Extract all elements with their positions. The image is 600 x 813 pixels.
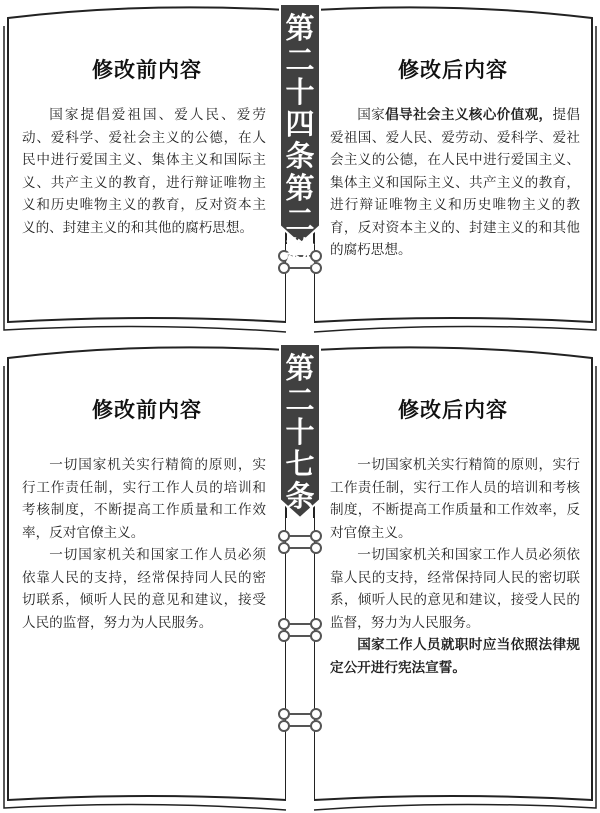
paragraph xyxy=(330,544,580,634)
body-text: 国家提倡爱祖国、爱人民、爱劳动、爱科学、爱社会主义的公德，在人民中进行爱国主义、集体主义和国际主义、共产主义的教育，进行辩证唯物主义和历史唯物主义的教育，反对资本主义的、封建主义的和其他的腐朽思想。 xyxy=(22,107,266,236)
body-text: 一切国家机关和国家工作人员必须依靠人民的支持，经常保持同人民的密切联系，倾听人民的意见和建议，接受人民的监督，努力为人民服务。 xyxy=(22,547,266,631)
after-panel xyxy=(314,10,592,322)
amended-text: 国家工作人员就职时应当依照法律规定公开进行宪法宣誓。 xyxy=(330,637,580,676)
amendment-section-article-27 xyxy=(0,340,600,813)
paragraph xyxy=(330,634,580,679)
after-title: 修改后内容 xyxy=(398,58,508,82)
after-panel xyxy=(314,350,592,800)
amended-text: 倡导社会主义核心价值观， xyxy=(385,107,553,123)
before-body xyxy=(22,104,266,239)
body-text: 一切国家机关实行精简的原则，实行工作责任制，实行工作人员的培训和考核制度，不断提高工作质量和工作效率，反对官僚主义。 xyxy=(330,457,580,541)
paragraph xyxy=(22,454,266,544)
before-panel xyxy=(8,10,286,322)
after-title: 修改后内容 xyxy=(398,398,508,422)
body-text: 一切国家机关实行精简的原则，实行工作责任制，实行工作人员的培训和考核制度，不断提高工作质量和工作效率，反对官僚主义。 xyxy=(22,457,266,541)
paragraph xyxy=(330,454,580,544)
before-title: 修改前内容 xyxy=(92,398,202,422)
body-text: 提倡爱祖国、爱人民、爱劳动、爱科学、爱社会主义的公德，在人民中进行爱国主义、集体主义和国际主义、共产主义的教育，进行辩证唯物主义和历史唯物主义的教育，反对资本主义的、封建主义的和其他的腐朽思想。 xyxy=(330,107,581,258)
paragraph xyxy=(22,104,266,239)
spine-label: 第二十七条 xyxy=(285,351,315,513)
before-panel xyxy=(8,350,286,800)
spine-label: 第二十四条第二款 xyxy=(285,11,315,269)
after-body xyxy=(330,454,580,679)
before-body xyxy=(22,454,266,634)
after-body xyxy=(330,104,580,262)
before-title: 修改前内容 xyxy=(92,58,202,82)
body-text: 一切国家机关和国家工作人员必须依靠人民的支持，经常保持同人民的密切联系，倾听人民的意见和建议，接受人民的监督，努力为人民服务。 xyxy=(330,547,580,631)
paragraph xyxy=(330,104,580,262)
paragraph xyxy=(22,544,266,634)
body-text: 国家 xyxy=(357,107,386,123)
amendment-section-article-24 xyxy=(0,0,600,338)
